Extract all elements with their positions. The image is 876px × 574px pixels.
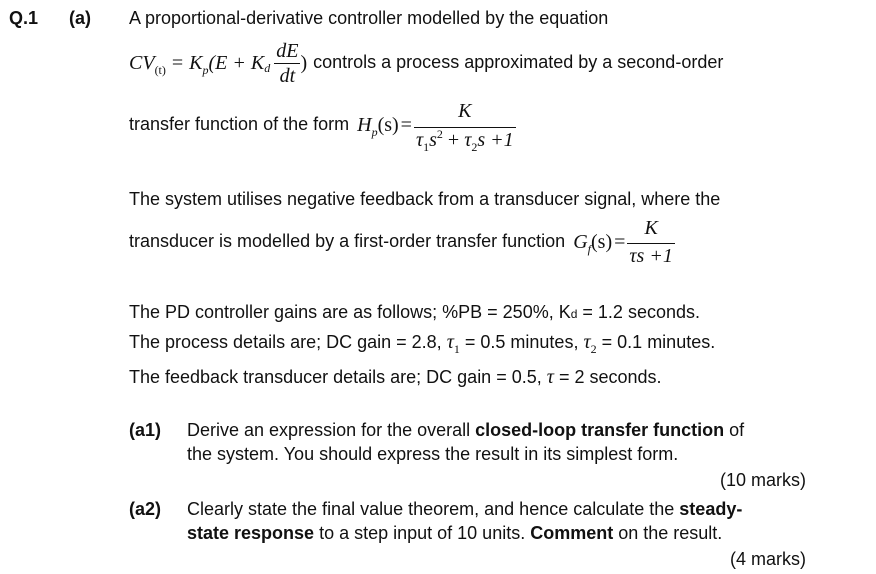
subquestion-a1-label: (a1) xyxy=(129,420,162,440)
hp-symbol: $H_p(s)$ xyxy=(357,114,399,139)
process-details-line: The process details are; DC gain = 2.8, $\tau_1 = 0.5$ minutes, $\tau_2 = 0.1$ minutes. xyxy=(129,331,716,356)
subquestion-a1-line1: Derive an expression for the overall closed-loop transfer function of xyxy=(187,420,745,440)
pd-equation-line: $CV_{(t)}$ = $K_p$ (E + K d $\frac{dE}{dt}$ ) controls a process approximated by a second-order xyxy=(129,39,724,87)
tau-symbol: τ xyxy=(546,366,554,388)
subquestion-a2-marks: (4 marks) xyxy=(730,549,806,569)
transducer-tf-numerator: K xyxy=(627,216,674,244)
controls-text: controls a process approximated by a second-order xyxy=(313,52,724,73)
subquestion-a2-label: (a2) xyxy=(129,499,162,519)
kp-symbol: $K_p$ xyxy=(189,52,209,77)
pd-gains-line: The PD controller gains are as follows; %PB = 250%, Kd = 1.2 seconds. xyxy=(129,302,700,322)
subquestion-a2-line1: Clearly state the final value theorem, and hence calculate the steady- xyxy=(187,499,743,519)
subquestion-a1-line2: the system. You should express the result in its simplest form. xyxy=(187,444,679,464)
subquestion-a2-line2: state response to a step input of 10 units. Comment on the result. xyxy=(187,523,723,543)
tau2-symbol: $\tau_2$ xyxy=(583,331,597,356)
process-tf-numerator: K xyxy=(414,99,516,128)
question-part: (a) xyxy=(69,8,91,28)
transducer-tf-fraction xyxy=(627,216,674,268)
subquestion-a1-marks: (10 marks) xyxy=(719,470,806,490)
process-tf-line: transfer function of the form $H_p(s)$ = $\frac{K}{\tau_1s^2 + \tau_2s +1}$ xyxy=(129,99,514,154)
derivative-denominator: dt xyxy=(279,64,296,87)
intro-text: A proportional-derivative controller modelled by the equation xyxy=(129,8,609,28)
transducer-tf-denominator: τs +1 xyxy=(629,245,673,267)
pd-equation-middle: (E + K xyxy=(208,52,265,74)
process-tf-fraction xyxy=(414,99,516,152)
cv-symbol: $CV_{(t)}$ xyxy=(129,52,166,77)
derivative-fraction xyxy=(274,39,300,88)
feedback-text: The system utilises negative feedback from a transducer signal, where the xyxy=(129,189,721,209)
kd-subscript: d xyxy=(264,60,271,75)
transducer-details-line: The feedback transducer details are; DC gain = 0.5, τ = 2 seconds. xyxy=(129,366,662,388)
tf-text: transfer function of the form xyxy=(129,114,350,135)
process-tf-denominator: $\tau_1s^2 + \tau_2s +1$ xyxy=(415,126,514,154)
tau1-symbol: $\tau_1$ xyxy=(446,331,460,356)
transducer-text: transducer is modelled by a first-order transfer function xyxy=(129,231,566,252)
gf-symbol: $G_f(s)$ xyxy=(573,231,613,256)
question-number: Q.1 xyxy=(9,8,39,28)
derivative-numerator: dE xyxy=(276,39,299,62)
transducer-tf-line: transducer is modelled by a first-order transfer function $G_f(s)$ = $\frac{K}{\tau s +1}$ xyxy=(129,217,673,267)
